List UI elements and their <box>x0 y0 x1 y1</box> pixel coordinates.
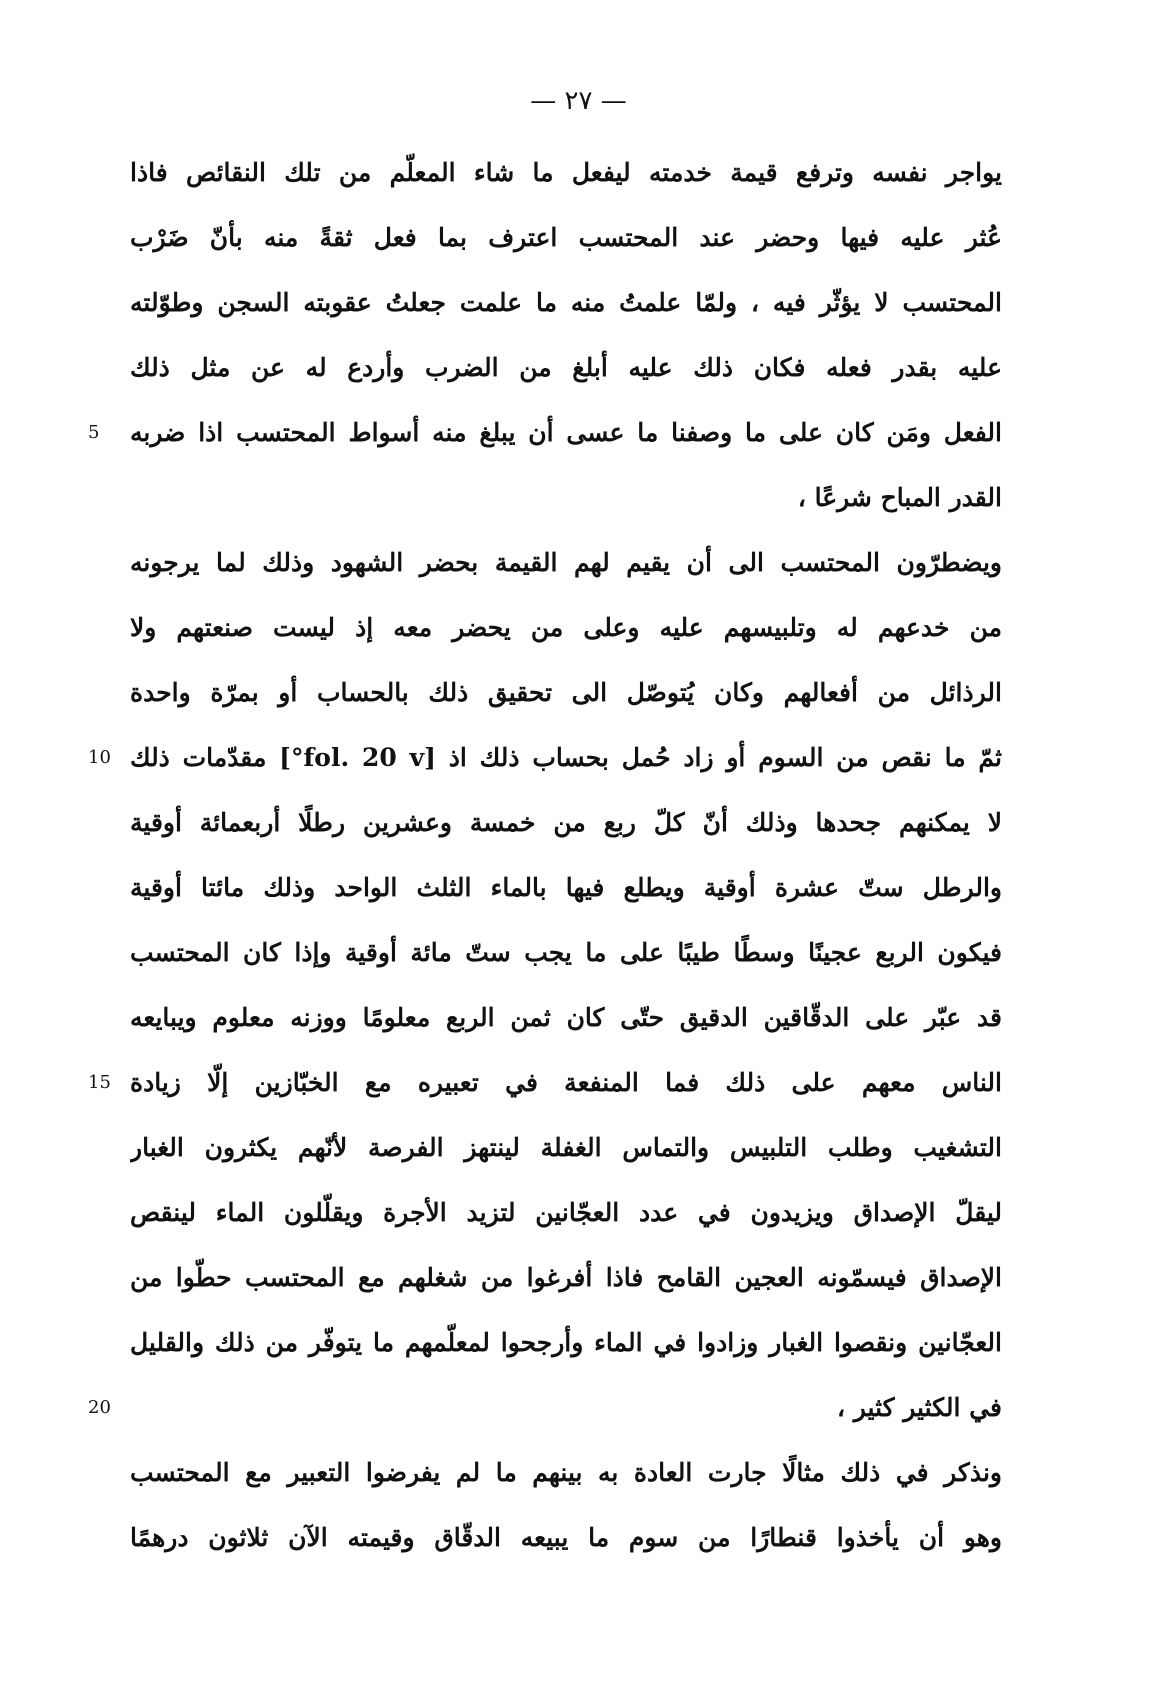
text-line: لا يمكنهم جحدها وذلك أنّ كلّ ربع من خمسة وعشرين رطلًا أربعمائة أوقية <box>130 808 1002 837</box>
page-number: — ٢٧ — <box>530 86 627 116</box>
text-line: القدر المباح شرعًا ، <box>797 483 1002 512</box>
text-line: في الكثير كثير ، <box>836 1393 1002 1422</box>
text-line: يواجر نفسه وترفع قيمة خدمته ليفعل ما شاء المعلّم من تلك النقائص فاذا <box>130 158 1002 187</box>
text-line: المحتسب لا يؤثّر فيه ، ولمّا علمتُ منه ما علمت جعلتُ عقوبته السجن وطوّلته <box>130 288 1002 317</box>
text-line: عُثر عليه فيها وحضر عند المحتسب اعترف بما فعل ثقةً منه بأنّ ضَرْب <box>130 223 1002 252</box>
text-line: الناس معهم على ذلك فما المنفعة في تعبيره مع الخبّازين إلّا زيادة <box>130 1068 1002 1097</box>
text-line: فيكون الربع عجينًا وسطًا طيبًا على ما يجب ستّ مائة أوقية وإذا كان المحتسب <box>130 938 1002 967</box>
text-line: ليقلّ الإصداق ويزيدون في عدد العجّانين لتزيد الأجرة ويقلّلون الماء لينقص <box>130 1198 1002 1227</box>
line-number: 10 <box>88 747 111 768</box>
text-line: ونذكر في ذلك مثالًا جارت العادة به بينهم ما لم يفرضوا التعبير مع المحتسب <box>130 1458 1002 1487</box>
text-line: عليه بقدر فعله فكان ذلك عليه أبلغ من الضرب وأردع له عن مثل ذلك <box>130 353 1002 382</box>
text-line: الفعل ومَن كان على ما وصفنا ما عسى أن يبلغ منه أسواط المحتسب اذا ضربه <box>130 418 1002 447</box>
text-body <box>130 140 1002 1570</box>
text-line: العجّانين ونقصوا الغبار وزادوا في الماء وأرجحوا لمعلّمهم ما يتوفّر من ذلك والقليل <box>130 1328 1002 1357</box>
text-line: الرذائل من أفعالهم وكان يُتوصّل الى تحقيق ذلك بالحساب أو بمرّة واحدة <box>130 678 1002 707</box>
line-number: 20 <box>88 1397 111 1418</box>
line-number: 5 <box>88 422 100 443</box>
text-line: من خدعهم له وتلبيسهم عليه وعلى من يحضر معه إذ ليست صنعتهم ولا <box>130 613 1002 642</box>
text-line: ويضطرّون المحتسب الى أن يقيم لهم القيمة بحضر الشهود وذلك لما يرجونه <box>130 548 1002 577</box>
text-line: والرطل ستّ عشرة أوقية ويطلع فيها بالماء الثلث الواحد وذلك مائتا أوقية <box>130 873 1002 902</box>
text-line: ثمّ ما نقص من السوم أو زاد حُمل بحساب ذلك اذ [fol. 20 v°] مقدّمات ذلك <box>130 743 1002 772</box>
line-number: 15 <box>88 1072 111 1093</box>
text-line: وهو أن يأخذوا قنطارًا من سوم ما يبيعه الدقّاق وقيمته الآن ثلاثون درهمًا <box>130 1523 1002 1552</box>
text-line: قد عبّر على الدقّاقين الدقيق حتّى كان ثمن الربع معلومًا ووزنه معلوم ويبايعه <box>130 1003 1002 1032</box>
text-line: التشغيب وطلب التلبيس والتماس الغفلة لينتهز الفرصة لأنّهم يكثرون الغبار <box>130 1133 1002 1162</box>
text-line: الإصداق فيسمّونه العجين القامح فاذا أفرغوا من شغلهم مع المحتسب حطّوا من <box>130 1263 1002 1292</box>
